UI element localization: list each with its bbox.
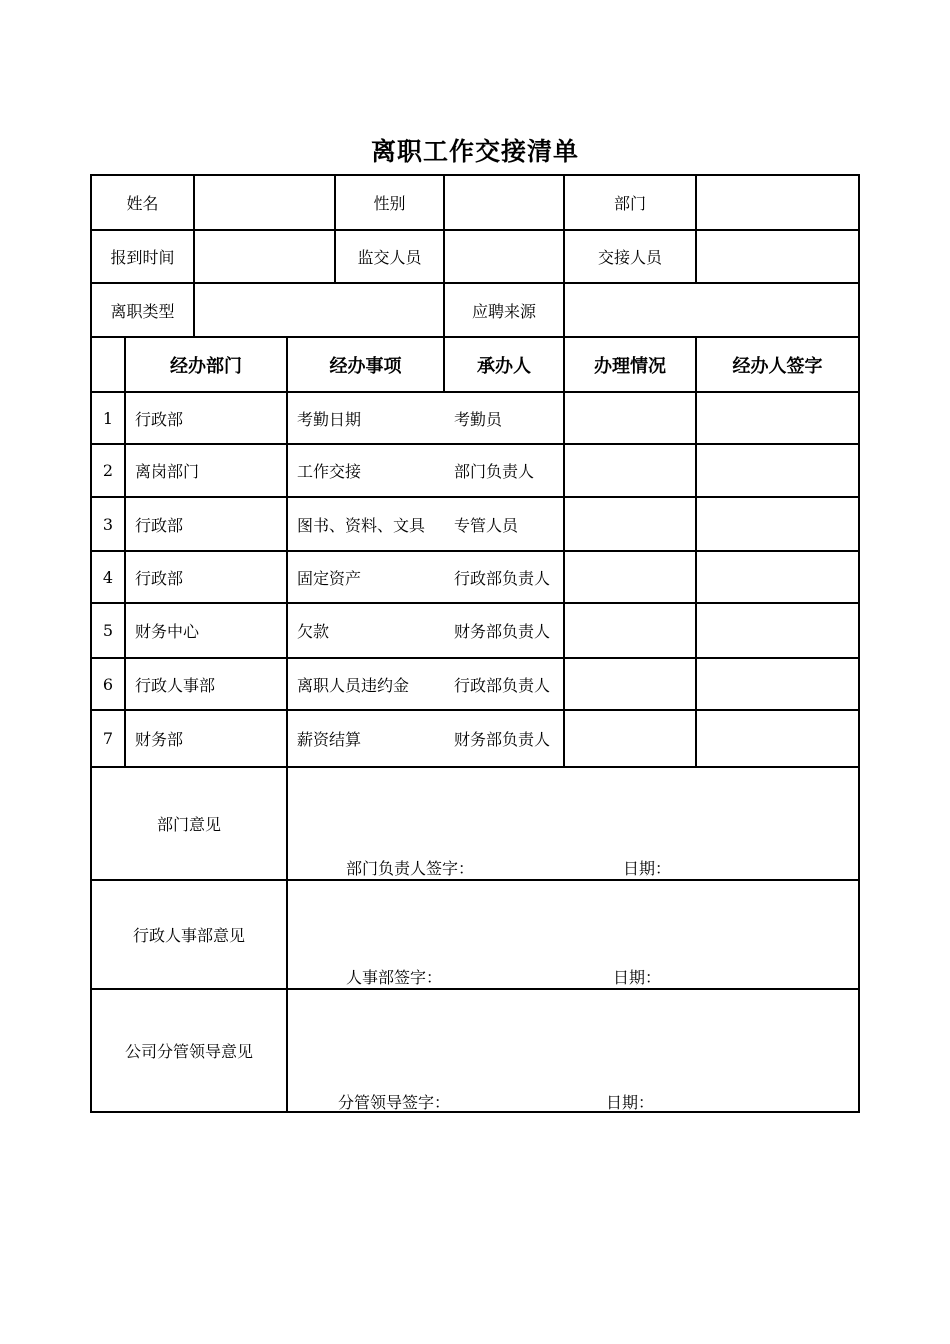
- row-handler: 行政部负责人: [454, 675, 551, 695]
- leader-sign-label: 分管领导签字：: [338, 1093, 451, 1112]
- row-signature-field[interactable]: [697, 659, 858, 709]
- recruit-source-label: 应聘来源: [471, 301, 536, 321]
- department-label: 部门: [613, 194, 646, 213]
- supervisor-label: 监交人员: [357, 248, 422, 267]
- row-number: 4: [102, 567, 114, 587]
- row-number: 7: [102, 729, 114, 748]
- row-number: 1: [102, 408, 114, 428]
- row-item: 工作交接: [297, 462, 362, 481]
- row-handler: 考勤员: [454, 409, 503, 429]
- leader-opinion-label: 公司分管领导意见: [124, 1042, 253, 1061]
- row-signature-field[interactable]: [697, 604, 858, 657]
- page-title: 离职工作交接清单: [370, 137, 579, 166]
- row-signature-field[interactable]: [697, 393, 858, 443]
- row-item: 离职人员违约金: [297, 675, 410, 695]
- row-status-field[interactable]: [565, 659, 695, 709]
- row-status-field[interactable]: [565, 393, 695, 443]
- row-status-field[interactable]: [565, 711, 695, 766]
- row-dept: 行政部: [135, 515, 184, 535]
- row-number: 3: [102, 514, 114, 534]
- row-item: 欠款: [297, 622, 330, 641]
- row-item: 图书、资料、文具: [297, 515, 426, 535]
- leader-date-label: 日期：: [606, 1093, 655, 1112]
- hr-date-label: 日期：: [613, 968, 662, 987]
- name-label: 姓名: [126, 194, 159, 213]
- row-number: 6: [102, 674, 114, 694]
- row-dept: 离岗部门: [135, 462, 200, 481]
- header-dept: 经办部门: [170, 355, 242, 377]
- handover-form-table: [90, 174, 860, 1113]
- row-dept: 行政人事部: [135, 675, 216, 695]
- header-signature: 经办人签字: [732, 355, 823, 377]
- supervisor-field[interactable]: [445, 231, 563, 282]
- row-handler: 部门负责人: [454, 462, 535, 481]
- row-dept: 财务中心: [135, 622, 200, 641]
- row-signature-field[interactable]: [697, 498, 858, 550]
- row-handler: 行政部负责人: [454, 568, 551, 588]
- recruit-source-field[interactable]: [565, 284, 858, 336]
- row-number: 2: [102, 461, 114, 480]
- row-status-field[interactable]: [565, 604, 695, 657]
- report-time-field[interactable]: [195, 231, 334, 282]
- row-status-field[interactable]: [565, 498, 695, 550]
- hr-sign-label: 人事部签字：: [346, 968, 443, 987]
- department-date-label: 日期：: [623, 859, 672, 878]
- handover-person-label: 交接人员: [597, 248, 662, 267]
- row-dept: 行政部: [135, 409, 184, 429]
- resign-type-label: 离职类型: [110, 301, 175, 321]
- gender-label: 性别: [373, 194, 406, 213]
- resign-type-field[interactable]: [195, 284, 443, 336]
- row-item: 固定资产: [297, 568, 362, 588]
- gender-field[interactable]: [445, 176, 563, 229]
- row-status-field[interactable]: [565, 445, 695, 496]
- row-number: 5: [102, 621, 114, 640]
- row-signature-field[interactable]: [697, 445, 858, 496]
- row-handler: 财务部负责人: [454, 622, 551, 641]
- row-signature-field[interactable]: [697, 711, 858, 766]
- header-status: 办理情况: [594, 355, 666, 377]
- department-opinion-label: 部门意见: [156, 815, 221, 834]
- name-field[interactable]: [195, 176, 334, 229]
- row-dept: 行政部: [135, 568, 184, 588]
- row-status-field[interactable]: [565, 552, 695, 602]
- report-time-label: 报到时间: [110, 248, 175, 267]
- department-sign-label: 部门负责人签字：: [346, 859, 475, 878]
- department-field[interactable]: [697, 176, 858, 229]
- row-item: 薪资结算: [297, 730, 362, 749]
- handover-person-field[interactable]: [697, 231, 858, 282]
- row-handler: 财务部负责人: [454, 730, 551, 749]
- row-item: 考勤日期: [297, 409, 362, 429]
- row-handler: 专管人员: [454, 515, 519, 535]
- row-dept: 财务部: [135, 730, 184, 749]
- header-item: 经办事项: [329, 355, 402, 377]
- row-signature-field[interactable]: [697, 552, 858, 602]
- hr-opinion-label: 行政人事部意见: [132, 926, 245, 945]
- header-handler: 承办人: [477, 355, 531, 377]
